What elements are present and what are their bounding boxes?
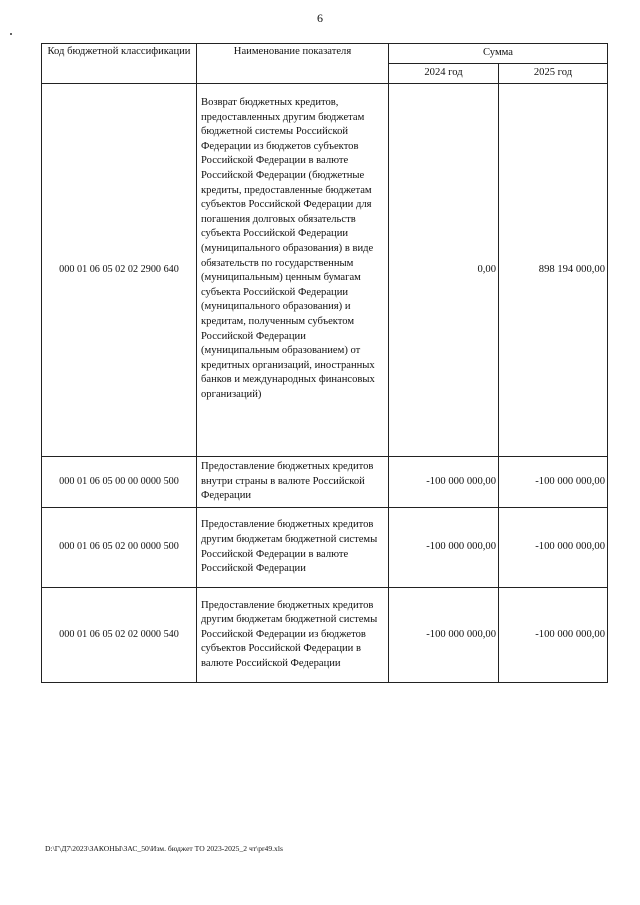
table-row (42, 508, 608, 588)
scan-artifact-dot (10, 33, 12, 35)
row-budget-code: 000 01 06 05 02 02 2900 640 (42, 84, 197, 457)
row-indicator-name: Предоставление бюджетных кредитов другим бюджетам бюджетной системы Российской Федерации из бюджетов субъектов Российской Федерации в валюте Российской Федерации (197, 588, 389, 683)
header-sum: Сумма (389, 44, 608, 64)
table-header-row (42, 44, 608, 64)
row-sum-2025: -100 000 000,00 (499, 588, 608, 683)
row-sum-2025: -100 000 000,00 (499, 457, 608, 508)
table-row (42, 588, 608, 683)
row-indicator-name: Предоставление бюджетных кредитов другим бюджетам бюджетной системы Российской Федерации в валюте Российской Федерации (197, 508, 389, 588)
header-year-2024: 2024 год (389, 64, 499, 84)
row-sum-2024: 0,00 (389, 84, 499, 457)
row-budget-code: 000 01 06 05 00 00 0000 500 (42, 457, 197, 508)
row-sum-2024: -100 000 000,00 (389, 588, 499, 683)
row-sum-2025: -100 000 000,00 (499, 508, 608, 588)
row-sum-2024: -100 000 000,00 (389, 457, 499, 508)
table-row (42, 84, 608, 457)
row-budget-code: 000 01 06 05 02 00 0000 500 (42, 508, 197, 588)
table-row (42, 457, 608, 508)
row-indicator-name: Предоставление бюджетных кредитов внутри страны в валюте Российской Федерации (197, 457, 389, 508)
row-indicator-name: Возврат бюджетных кредитов, предоставленных другим бюджетам бюджетной системы Российской Федерации из бюджетов субъектов Российской Федерации в валюте Российской Федерации (бюджетные кредиты, предоставленные бюджетам субъектов Российской Федерации для погашения долговых обязательств субъекта Российской Федерации (муниципального образования) в виде обязательств по государственным (муниципальным) ценным бумагам субъекта Российской Федерации (муниципального образования) и кредитам, полученным субъектом Российской Федерации (муниципальным образованием) от кредитных организаций, иностранных банков и международных финансовых организаций) (197, 84, 389, 457)
page-number: 6 (317, 11, 323, 25)
header-budget-code: Код бюджетной классификации (42, 44, 197, 84)
row-budget-code: 000 01 06 05 02 02 0000 540 (42, 588, 197, 683)
header-year-2025: 2025 год (499, 64, 608, 84)
row-sum-2024: -100 000 000,00 (389, 508, 499, 588)
row-sum-2025: 898 194 000,00 (499, 84, 608, 457)
header-indicator-name: Наименование показателя (197, 44, 389, 84)
budget-sources-table (41, 43, 608, 683)
file-path-footer: D:\Г\Д7\2023\ЗАКОНЫ\ЗАС_50\Изм. бюджет ТО 2023-2025_2 чт\pr49.xls (45, 844, 283, 853)
